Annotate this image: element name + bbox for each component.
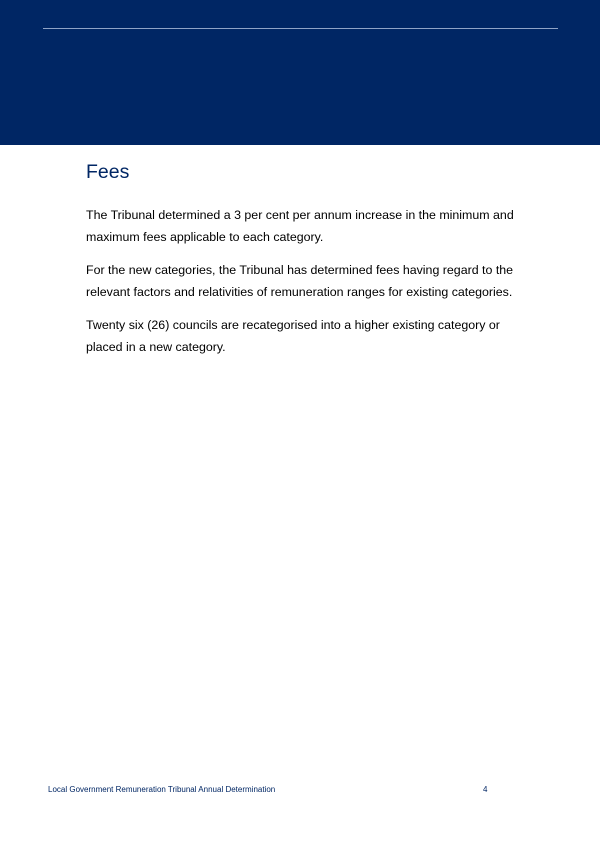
header-band bbox=[0, 0, 600, 145]
section-heading: Fees bbox=[86, 161, 130, 183]
header-divider bbox=[43, 28, 558, 29]
paragraph-fee-increase: The Tribunal determined a 3 per cent per annum increase in the minimum and maximum fees applicable to each category. bbox=[86, 208, 514, 244]
page-number: 4 bbox=[483, 785, 488, 794]
paragraph-recategorised-councils: Twenty six (26) councils are recategorised into a higher existing category or placed in a new category. bbox=[86, 318, 500, 354]
main-content bbox=[86, 158, 518, 369]
paragraph-new-categories: For the new categories, the Tribunal has determined fees having regard to the relevant factors and relativities of remuneration ranges for existing categories. bbox=[86, 263, 514, 299]
footer-document-title: Local Government Remuneration Tribunal Annual Determination bbox=[48, 785, 276, 794]
